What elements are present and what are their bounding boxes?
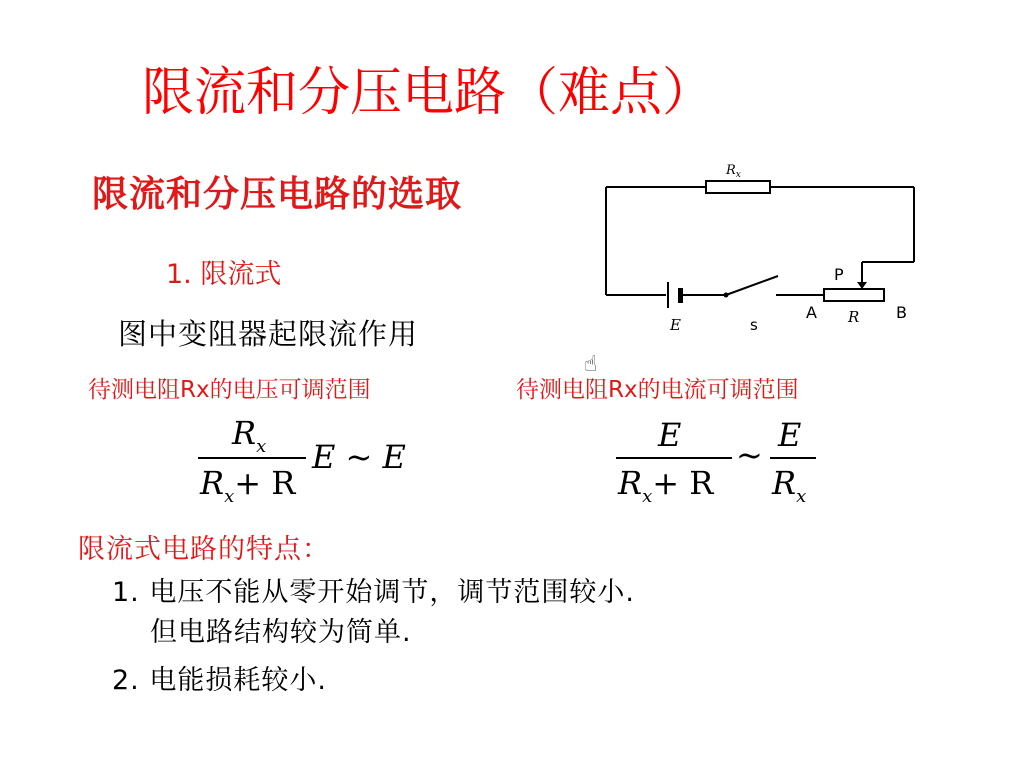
svg-text:E ~ E: E ~ E [312, 438, 406, 476]
s-label: s [750, 316, 758, 334]
svg-text:Rx: $R_x$ [232, 414, 267, 457]
switch-blade [726, 276, 778, 295]
svg-text:E: E [658, 416, 682, 454]
a-label: A [806, 303, 817, 322]
svg-text:Rx: $R_x$ [772, 464, 807, 507]
svg-text:Rx+ R: $R_x+ R$ [200, 464, 296, 507]
p-label: P [834, 265, 844, 284]
feature-1-line-2: 但电路结构较为简单. [150, 617, 412, 648]
hand-cursor-icon: ☝ [584, 352, 598, 377]
svg-text:~: ~ [736, 436, 763, 474]
rx-label: $R_x$ [726, 163, 741, 180]
svg-text:Rx+ R: $R_x+ R$ [618, 464, 714, 507]
r-label: R [848, 308, 860, 326]
description-text: 图中变阻器起限流作用 [118, 317, 419, 351]
circuit-diagram [590, 158, 930, 338]
current-range-label: 待测电阻Rx的电流可调范围 [516, 377, 799, 403]
rx-resistor [706, 181, 770, 193]
voltage-range-label: 待测电阻Rx的电压可调范围 [88, 377, 371, 403]
rheostat [824, 289, 884, 301]
voltage-formula [190, 410, 430, 510]
features-title: 限流式电路的特点： [78, 534, 330, 565]
feature-1-line-1: 1. 电压不能从零开始调节，调节范围较小. [112, 577, 635, 608]
item-heading: 1. 限流式 [166, 259, 282, 290]
e-label: E [670, 316, 681, 334]
feature-2: 2. 电能损耗较小. [112, 665, 327, 696]
section-subtitle: 限流和分压电路的选取 [92, 174, 463, 215]
svg-text:E: E [778, 416, 802, 454]
b-label: B [896, 303, 907, 322]
current-formula [608, 410, 838, 510]
slide-title: 限流和分压电路（难点） [142, 63, 715, 123]
